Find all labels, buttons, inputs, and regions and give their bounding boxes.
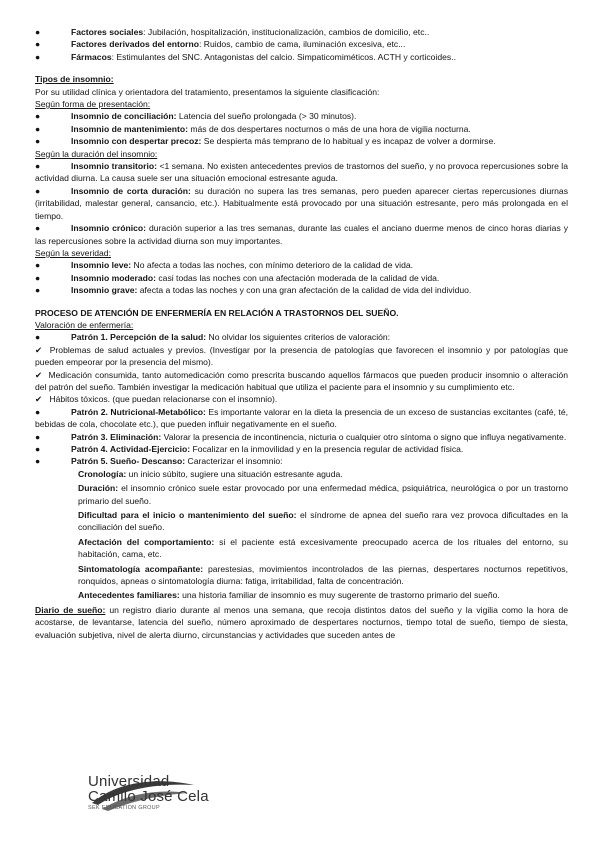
logo-text-block	[88, 774, 209, 811]
logo-line-1: Universidad	[88, 773, 170, 790]
definition: Latencia del sueño prolongada (> 30 minutos).	[176, 111, 357, 122]
list-item	[78, 482, 568, 507]
term: Duración:	[78, 483, 119, 494]
section-heading: PROCESO DE ATENCIÓN DE ENFERMERÍA EN RELACIÓN A TRASTORNOS DEL SUEÑO.	[35, 307, 399, 318]
term: Cronología:	[78, 468, 127, 479]
list-item	[78, 509, 568, 534]
list-item	[35, 259, 568, 271]
term: Insomnio leve:	[71, 260, 132, 271]
list-item	[35, 272, 568, 284]
definition: : Ruidos, cambio de cama, iluminación excesiva, etc...	[198, 39, 406, 50]
definition: parestesias, movimientos incontrolados de las piernas, despertares nocturnos repetitivos, ronquidos, apneas o sintomatología diurna: fatiga, irritabilidad, falta de concentración.	[78, 563, 568, 587]
term: Afectación del comportamiento:	[78, 536, 215, 547]
subsection-heading: Según la duración del insomnio:	[35, 148, 158, 159]
logo-line-2: Camilo José Cela	[88, 788, 209, 805]
definition: el insomnio crónico suele estar provocado por una enfermedad médica, psiquiátrica, neurológica o por un trastorno primario del sueño.	[78, 483, 568, 506]
subsection-heading: Según la severidad:	[35, 247, 111, 258]
document-page	[35, 26, 568, 641]
sleep-characterization-list	[35, 468, 568, 602]
list-item	[35, 443, 568, 455]
subsection-heading: Según forma de presentación:	[35, 99, 151, 110]
bullet: ●	[35, 223, 41, 234]
definition: un inicio súbito, sugiere una situación estresante aguda.	[126, 468, 343, 479]
bullet: ●	[35, 136, 41, 147]
bullet: ●	[35, 39, 41, 50]
term: Patrón 1. Percepción de la salud:	[71, 332, 207, 343]
term: Dificultad para el inicio o mantenimiento del sueño:	[78, 510, 297, 521]
term: Sintomatología acompañante:	[78, 563, 204, 574]
term: Diario de sueño:	[35, 604, 106, 615]
list-item	[78, 563, 568, 588]
definition: Se despierta más temprano de lo habitual y es incapaz de volver a dormirse.	[201, 136, 496, 147]
list-item	[35, 455, 568, 467]
list-item	[35, 135, 568, 147]
list-item	[35, 222, 568, 247]
definition: Es importante valorar en la dieta la presencia de un exceso de sustancias excitantes (café, té, bebidas de cola, chocolate etc.), que pueden influir negativamente en el sueño.	[35, 406, 568, 430]
subsection-heading: Valoración de enfermería:	[35, 319, 134, 330]
definition: No afecta a todas las noches, con mínimo deterioro de la calidad de vida.	[131, 260, 414, 271]
term: Patrón 5. Sueño- Descanso:	[71, 456, 186, 467]
definition: el síndrome de apnea del sueño rara vez provoca dificultades en la conciliación del sueño.	[78, 510, 568, 533]
bullet: ●	[35, 272, 41, 283]
list-item	[35, 110, 568, 122]
list-item	[78, 536, 568, 561]
definition: Focalizar en la inmovilidad y en la presencia regular de actividad física.	[190, 444, 464, 454]
bullet: ●	[35, 456, 41, 467]
bullet: ●	[35, 260, 41, 271]
bullet: ●	[35, 161, 41, 172]
bullet: ●	[35, 123, 41, 134]
list-item	[35, 431, 568, 443]
bullet: ●	[35, 406, 41, 417]
check-text: Problemas de salud actuales y previos. (Investigar por la presencia de patologías que favorecen el insomnio y por patologías que pueden empeorar por la presencia del mismo).	[35, 344, 568, 368]
list-item	[78, 589, 568, 601]
term: Insomnio transitorio:	[71, 161, 157, 172]
bullet: ●	[35, 285, 41, 296]
section-heading: Tipos de insomnio:	[35, 74, 114, 85]
check-item	[35, 369, 568, 394]
check-text: Medicación consumida, tanto automedicación como prescrita buscando aquellos fármacos que pueden producir insomnio o alteración del patrón del sueño. También investigar la medicación habitual que utiliza el paciente para el insomnio y su cumplimiento etc.	[35, 369, 568, 392]
list-item	[35, 26, 568, 38]
intro-text: Por su utilidad clínica y orientadora del tratamiento, presentamos la siguiente clasificación:	[35, 86, 380, 97]
definition: No olvidar los siguientes criterios de valoración:	[206, 332, 391, 343]
term: Insomnio grave:	[71, 285, 138, 296]
check-text: Hábitos tóxicos. (que puedan relacionarse con el insomnio).	[49, 394, 278, 405]
check-item	[35, 344, 568, 369]
list-item	[35, 331, 568, 343]
definition: su duración no supera las tres semanas, pero pueden aparecer ciertas repercusiones diurnas (irritabilidad, malestar general, cansancio, etc.). Habitualmente está provocado por una situación estresante, pero más prolongada en el tiempo.	[35, 185, 568, 221]
list-item	[35, 160, 568, 185]
list-item	[35, 38, 568, 50]
term: Patrón 2. Nutricional-Metabólico:	[71, 406, 206, 417]
definition: un registro diario durante al menos una semana, que recoja distintos datos del sueño y la vigilia como la hora de acostarse, de levantarse, latencia del sueño, número aproximado de despertares nocturnos, tiempo total de sueño, tiempo de siesta, evaluación subjetiva, nivel de alerta diurno, circunstancias y actividades que suceden antes de	[35, 604, 569, 640]
term: Patrón 3. Eliminación:	[71, 431, 162, 442]
term: Insomnio de corta duración:	[71, 185, 191, 196]
term: Insomnio de conciliación:	[71, 111, 177, 122]
bullet: ●	[35, 332, 41, 343]
definition: una historia familiar de insomnio es muy sugerente de trastorno primario del sueño.	[179, 590, 500, 601]
definition: Valorar la presencia de incontinencia, nicturia o cualquier otro síntoma o signo que influya negativamente.	[161, 431, 567, 442]
check-icon: ✔	[35, 369, 43, 380]
logo-line-3: SEK EDUCATION GROUP	[88, 805, 160, 811]
term: Patrón 4. Actividad-Ejercicio:	[71, 444, 191, 454]
bullet: ●	[35, 431, 41, 442]
list-item	[35, 51, 568, 63]
definition: duración superior a las tres semanas, durante las cuales el anciano duerme menos de cinco horas diarias y las repercusiones sobre la actividad diurna son muy importantes.	[35, 223, 568, 246]
term: Factores sociales	[71, 27, 144, 37]
list-item	[35, 185, 568, 222]
bullet: ●	[35, 444, 41, 454]
term: Insomnio de mantenimiento:	[71, 123, 188, 134]
bullet: ●	[35, 185, 41, 196]
term: Factores derivados del entorno	[71, 39, 199, 50]
definition: si el paciente está excesivamente preocupado acerca de los rituales del entorno, su habitación, cama, etc.	[78, 536, 568, 560]
check-icon: ✔	[35, 394, 43, 405]
definition: casi todas las noches con una afectación moderada de la calidad de vida.	[156, 272, 440, 283]
bullet: ●	[35, 27, 41, 37]
term: Fármacos	[71, 51, 112, 62]
definition: <1 semana. No existen antecedentes previos de trastornos del sueño, y no provoca repercusiones sobre la actividad diurna. La causa suele ser una situación emocional estresante aguda.	[35, 161, 568, 184]
term: Insomnio crónico:	[71, 223, 147, 234]
bullet: ●	[35, 51, 41, 62]
definition: : Jubilación, hospitalización, institucionalización, cambios de domicilio, etc..	[143, 27, 430, 37]
definition: más de dos despertares nocturnos o más de una hora de vigilia nocturna.	[187, 123, 471, 134]
bullet: ●	[35, 111, 41, 122]
term: Insomnio moderado:	[71, 272, 156, 283]
term: Insomnio con despertar precoz:	[71, 136, 202, 147]
definition: Caracterizar el insomnio:	[185, 456, 283, 467]
definition: afecta a todas las noches y con una gran afectación de la calidad de vida del individuo.	[137, 285, 472, 296]
list-item	[35, 123, 568, 135]
list-item	[78, 468, 568, 480]
list-item	[35, 406, 568, 431]
definition: : Estimulantes del SNC. Antagonistas del calcio. Simpaticomiméticos. ACTH y corticoides..	[111, 51, 456, 62]
term: Antecedentes familiares:	[78, 590, 180, 601]
check-item	[35, 393, 568, 405]
list-item	[35, 284, 568, 296]
diario-paragraph	[35, 604, 568, 641]
check-icon: ✔	[35, 344, 43, 355]
